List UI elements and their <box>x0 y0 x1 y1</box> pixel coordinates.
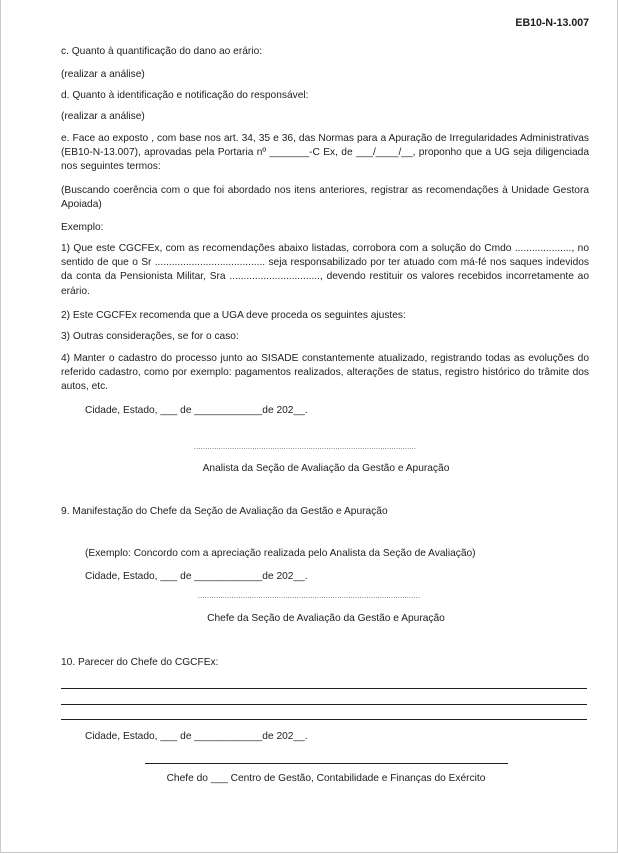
example-item-2: 2) Este CGCFEx recomenda que a UGA deve proceda os seguintes ajustes: <box>61 310 406 321</box>
signature-dots-1: ................................................................................................... <box>194 444 417 451</box>
signature-line-3 <box>145 763 508 764</box>
item-e-note: (Buscando coerência com o que foi abordado nos itens anteriores, registrar as recomendações à Unidade Gestora Apoiada) <box>61 185 589 211</box>
example-label: Exemplo: <box>61 222 104 233</box>
answer-line-3 <box>61 719 587 720</box>
answer-line-1 <box>61 688 587 689</box>
signature-role-2: Chefe da Seção de Avaliação da Gestão e Apuração <box>207 613 445 624</box>
item-c-title: c. Quanto à quantificação do dano ao erário: <box>61 46 263 57</box>
signature-role-1: Analista da Seção de Avaliação da Gestão e Apuração <box>202 463 450 474</box>
signature-dots-2: ................................................................................................... <box>198 593 421 600</box>
section-9-example: (Exemplo: Concordo com a apreciação realizada pelo Analista da Seção de Avaliação) <box>85 548 476 559</box>
date-line-3: Cidade, Estado, ___ de ____________de 202__. <box>85 731 308 742</box>
date-line-1: Cidade, Estado, ___ de ____________de 202__. <box>85 405 308 416</box>
section-10-title: 10. Parecer do Chefe do CGCFEx: <box>61 657 219 668</box>
answer-line-2 <box>61 704 587 705</box>
item-c-note: (realizar a análise) <box>61 69 145 80</box>
item-d-title: d. Quanto à identificação e notificação do responsável: <box>61 90 309 101</box>
date-line-2: Cidade, Estado, ___ de ____________de 202__. <box>85 571 308 582</box>
example-item-1: 1) Que este CGCFEx, com as recomendações abaixo listadas, corrobora com a solução do Cmdo ...................., no sentido de que o Sr ....................................... seja responsabilizado por ter atuado com má-fé nos saques indevidos da conta da Pensionista Militar, Sra ................................, devendo restituir os valores recebidos incorretamente ao erário. <box>61 243 589 297</box>
signature-role-3: Chefe do ___ Centro de Gestão, Contabilidade e Finanças do Exército <box>166 773 486 784</box>
item-e-paragraph: e. Face ao exposto , com base nos art. 34, 35 e 36, das Normas para a Apuração de Irregularidades Administrativas (EB10-N-13.007), aprovadas pela Portaria nº _______-C Ex, de ___/____/__, proponho que a UG seja diligenciada nos seguintes termos: <box>61 133 589 173</box>
section-9-title: 9. Manifestação do Chefe da Seção de Avaliação da Gestão e Apuração <box>61 506 388 517</box>
document-code: EB10-N-13.007 <box>515 17 589 29</box>
example-item-4: 4) Manter o cadastro do processo junto ao SISADE constantemente atualizado, registrando todas as evoluções do referido cadastro, como por exemplo: pagamentos realizados, alterações de status, registro histórico do trâmite dos autos, etc. <box>61 353 589 393</box>
example-item-3: 3) Outras considerações, se for o caso: <box>61 331 239 342</box>
item-d-note: (realizar a análise) <box>61 111 145 122</box>
